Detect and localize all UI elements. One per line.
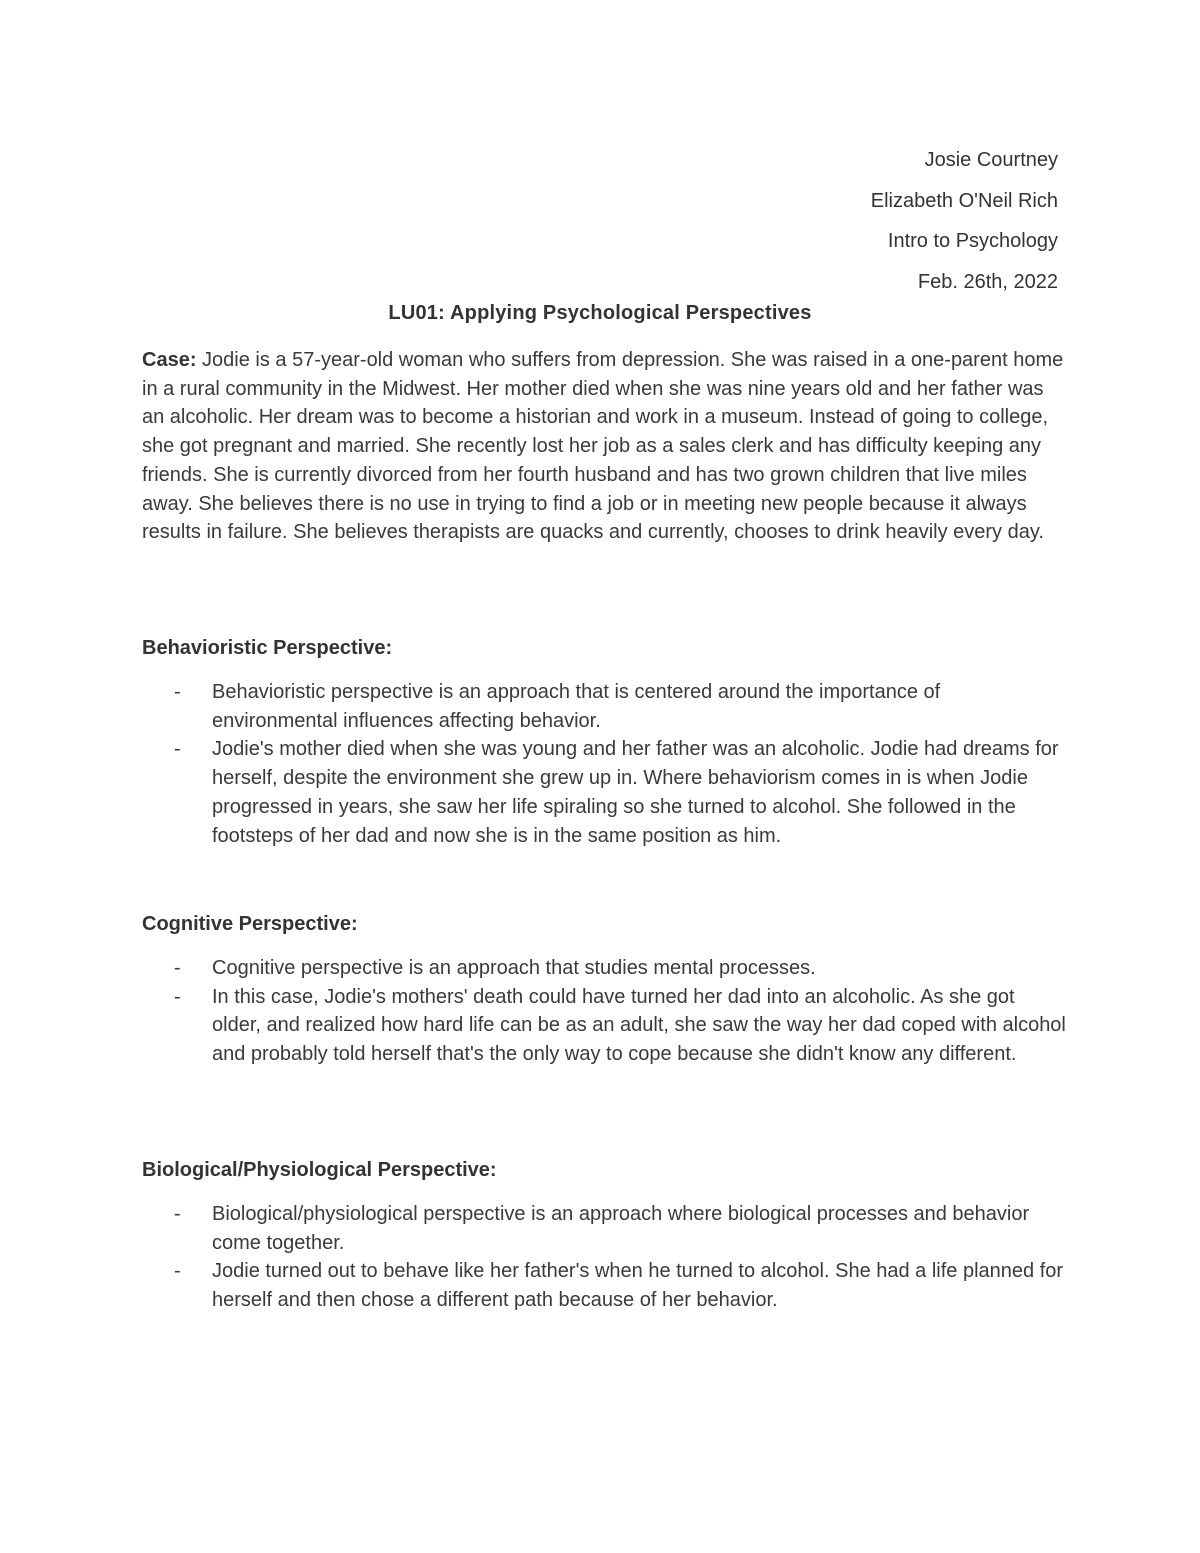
list-item	[142, 678, 1067, 735]
section-heading-cognitive: Cognitive Perspective:	[142, 913, 358, 935]
list-item	[142, 1200, 1067, 1257]
bullet-marker: -	[174, 985, 181, 1008]
bullet-marker: -	[174, 1203, 181, 1225]
bullet-text: In this case, Jodie's mothers' death could have turned her dad into an alcoholic. As she got older, and realized how hard life can be as an adult, she saw the way her dad coped with alcohol and probably told herself that's the only way to cope because she didn't know any different.	[212, 985, 1066, 1066]
bullet-text: Cognitive perspective is an approach that studies mental processes.	[212, 957, 816, 979]
document-date: Feb. 26th, 2022	[917, 270, 1058, 293]
document-title: LU01: Applying Psychological Perspectives	[388, 302, 812, 324]
bullet-list-biological	[142, 1200, 1067, 1315]
instructor-name: Elizabeth O'Neil Rich	[870, 189, 1058, 212]
list-item	[142, 983, 1067, 1069]
case-paragraph	[142, 346, 1067, 547]
header-block	[871, 140, 1058, 302]
bullet-marker: -	[174, 957, 181, 979]
case-label: Case:	[142, 349, 197, 371]
author-name: Josie Courtney	[924, 149, 1058, 171]
bullet-marker: -	[174, 738, 181, 761]
bullet-text: Behavioristic perspective is an approach that is centered around the importance of environmental influences affecting behavior.	[212, 681, 941, 732]
list-item	[142, 735, 1067, 850]
bullet-text: Biological/physiological perspective is an approach where biological processes and behavior come together.	[212, 1203, 1030, 1254]
bullet-list-cognitive	[142, 954, 1067, 1069]
bullet-marker: -	[174, 1260, 181, 1283]
course-name: Intro to Psychology	[887, 230, 1058, 252]
bullet-text: Jodie turned out to behave like her father's when he turned to alcohol. She had a life planned for herself and then chose a different path because of her behavior.	[212, 1260, 1064, 1312]
bullet-marker: -	[174, 681, 181, 703]
case-text: Jodie is a 57-year-old woman who suffers from depression. She was raised in a one-parent home in a rural community in the Midwest. Her mother died when she was nine years old and her father was an alcoholic. Her dream was to become a historian and work in a museum. Instead of going to college, she got pregnant and married. She recently lost her job as a sales clerk and has difficulty keeping any friends. She is currently divorced from her fourth husband and has two grown children that live miles away. She believes there is no use in trying to find a job or in meeting new people because it always results in failure. She believes therapists are quacks and currently, chooses to drink heavily every day.	[142, 349, 1064, 544]
section-heading-biological: Biological/Physiological Perspective:	[142, 1159, 497, 1181]
section-heading-behavioristic: Behavioristic Perspective:	[142, 637, 393, 659]
bullet-list-behavioristic	[142, 678, 1067, 850]
bullet-text: Jodie's mother died when she was young and her father was an alcoholic. Jodie had dreams for herself, despite the environment she grew up in. Where behaviorism comes in is when Jodie progressed in years, she saw her life spiraling so she turned to alcohol. She followed in the footsteps of her dad and now she is in the same position as him.	[212, 738, 1059, 847]
list-item	[142, 954, 1067, 983]
list-item	[142, 1257, 1067, 1314]
